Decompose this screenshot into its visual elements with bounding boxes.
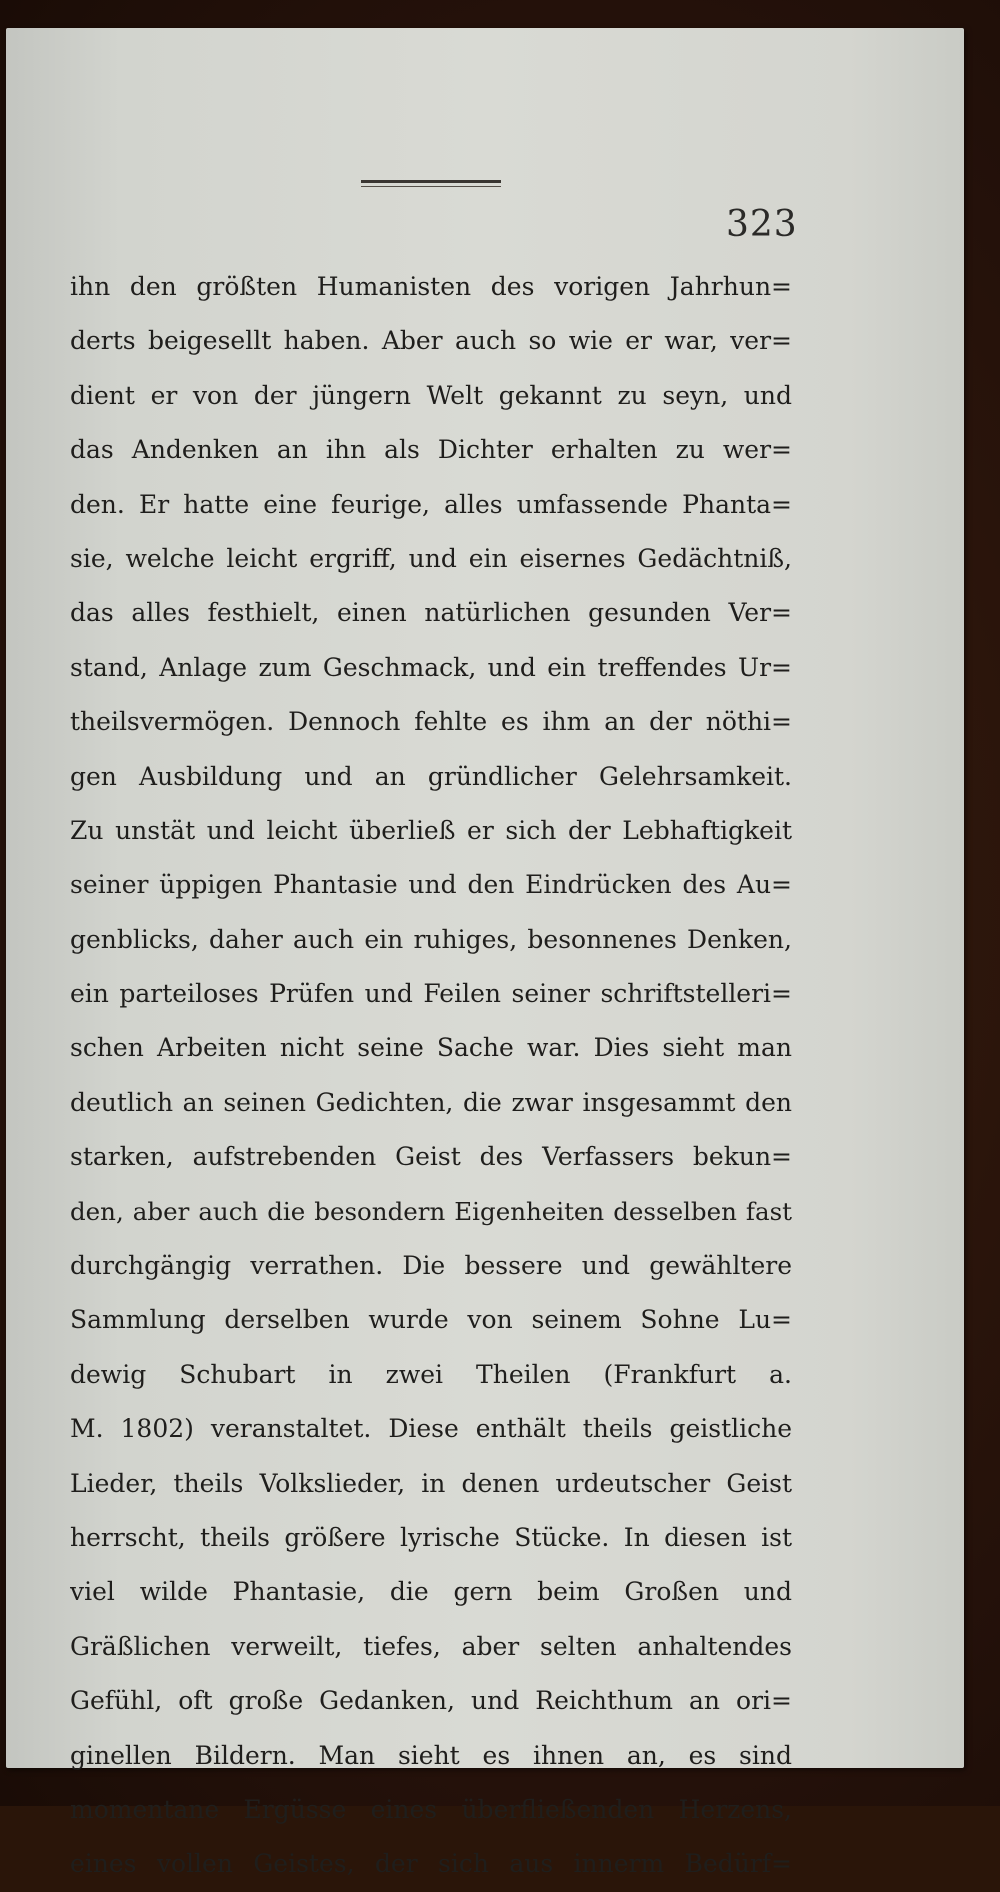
text-line: herrscht, theils größere lyrische Stücke. In diesen ist: [70, 1522, 792, 1552]
text-line: das Andenken an ihn als Dichter erhalten zu wer=: [70, 435, 792, 465]
text-line: eines vollen Geistes, der sich aus innerm Bedürf=: [70, 1849, 792, 1879]
text-line: deutlich an seinen Gedichten, die zwar insgesammt den: [70, 1087, 792, 1117]
text-line: Zu unstät und leicht überließ er sich der Lebhaftigkeit: [70, 815, 792, 845]
text-line: dient er von der jüngern Welt gekannt zu seyn, und: [70, 380, 792, 410]
text-line: Gefühl, oft große Gedanken, und Reichthum an ori=: [70, 1686, 792, 1716]
text-line: den. Er hatte eine feurige, alles umfassende Phanta=: [70, 489, 792, 519]
text-line: ginellen Bildern. Man sieht es ihnen an, es sind: [70, 1740, 792, 1770]
page-number: 323: [726, 204, 798, 245]
text-line: M. 1802) veranstaltet. Diese enthält theils geistliche: [70, 1414, 792, 1444]
text-line: sie, welche leicht ergriff, und ein eisernes Gedächtniß,: [70, 543, 792, 573]
text-line: genblicks, daher auch ein ruhiges, besonnenes Denken,: [70, 924, 792, 954]
text-line: seiner üppigen Phantasie und den Eindrücken des Au=: [70, 870, 792, 900]
text-line: stand, Anlage zum Geschmack, und ein treffendes Ur=: [70, 652, 792, 682]
body-text: [70, 260, 792, 1892]
text-line: derts beigesellt haben. Aber auch so wie er war, ver=: [70, 326, 792, 356]
text-line: das alles festhielt, einen natürlichen gesunden Ver=: [70, 598, 792, 628]
text-line: dewig Schubart in zwei Theilen (Frankfurt a.: [70, 1359, 792, 1389]
text-line: starken, aufstrebenden Geist des Verfassers bekun=: [70, 1142, 792, 1172]
text-line: Lieder, theils Volkslieder, in denen urdeutscher Geist: [70, 1468, 792, 1498]
text-line: ein parteiloses Prüfen und Feilen seiner schriftstelleri=: [70, 979, 792, 1009]
text-line: viel wilde Phantasie, die gern beim Großen und: [70, 1577, 792, 1607]
text-line: gen Ausbildung und an gründlicher Gelehrsamkeit.: [70, 761, 792, 791]
book-page: [6, 28, 964, 1879]
text-line: theilsvermögen. Dennoch fehlte es ihm an der nöthi=: [70, 707, 792, 737]
text-line: momentane Ergüsse eines überfließenden Herzens,: [70, 1794, 792, 1824]
text-line: schen Arbeiten nicht seine Sache war. Dies sieht man: [70, 1033, 792, 1063]
text-line: den, aber auch die besondern Eigenheiten desselben fast: [70, 1196, 792, 1226]
text-line: Sammlung derselben wurde von seinem Sohne Lu=: [70, 1305, 792, 1335]
text-line: Gräßlichen verweilt, tiefes, aber selten anhaltendes: [70, 1631, 792, 1661]
text-line: ihn den größten Humanisten des vorigen Jahrhun=: [70, 272, 792, 301]
header-ornament-rule: [361, 180, 501, 187]
text-line: durchgängig verrathen. Die bessere und gewähltere: [70, 1251, 792, 1281]
